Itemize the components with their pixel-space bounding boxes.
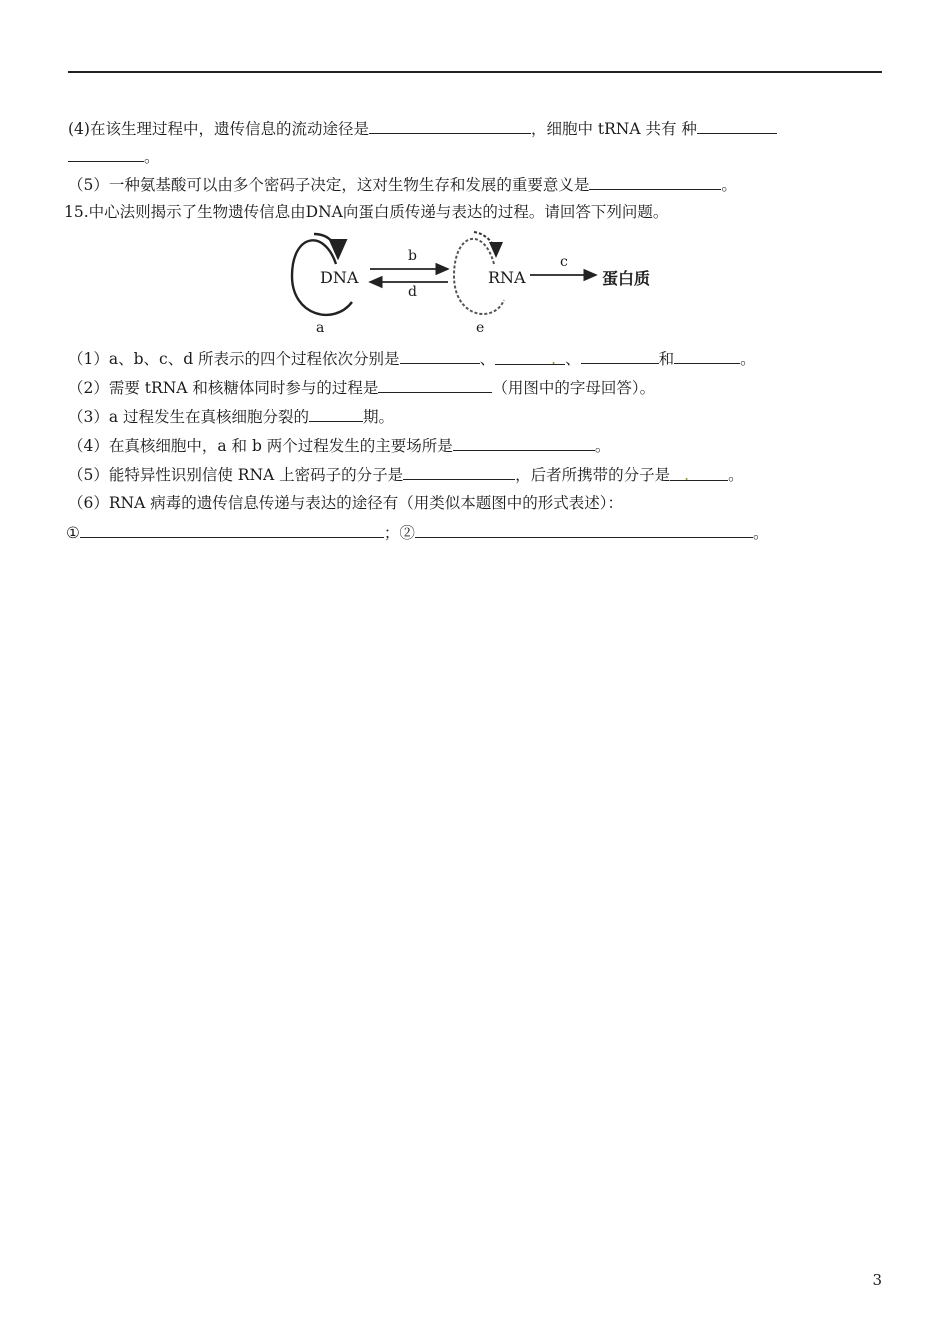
label-e: e xyxy=(476,320,485,336)
q15-part1-blank2[interactable]: . xyxy=(495,349,565,365)
q15-part5-blank2[interactable]: . xyxy=(670,465,728,481)
q14-part4-middle: ，细胞中 tRNA 共有 种 xyxy=(530,120,697,138)
q15-part1-sep1: 、 xyxy=(479,350,496,368)
q15-part1-line xyxy=(68,348,756,369)
q15-part5-line xyxy=(68,464,744,485)
node-protein: 蛋白质 xyxy=(602,269,651,288)
page-number: 3 xyxy=(872,1271,882,1289)
q14-part4-prefix: (4)在该生理过程中，遗传信息的流动途径是 xyxy=(68,120,369,138)
q14-part4-blank1[interactable] xyxy=(369,118,531,134)
q15-part2-end: （用图中的字母回答）。 xyxy=(492,379,656,397)
q15-part4-end: 。 xyxy=(594,437,611,455)
q15-part2-blank[interactable] xyxy=(378,377,492,393)
q15-part5-end: 。 xyxy=(728,466,744,484)
q15-part3-end: 期。 xyxy=(363,408,395,426)
q15-part1-prefix: （1）a、b、c、d 所表示的四个过程依次分别是 xyxy=(68,350,400,368)
label-b: b xyxy=(408,248,417,264)
q15-part3-prefix: （3）a 过程发生在真核细胞分裂的 xyxy=(68,408,310,426)
q15-part1-sep3: 和 xyxy=(658,350,675,368)
header-rule xyxy=(68,71,882,73)
q15-part5-prefix: （5）能特异性识别信使 RNA 上密码子的分子是 xyxy=(68,466,404,484)
q15-part2-prefix: （2）需要 tRNA 和核糖体同时参与的过程是 xyxy=(68,379,379,397)
q15-part2-line xyxy=(68,377,655,398)
q15-part1-blank1[interactable] xyxy=(400,348,480,364)
label-a: a xyxy=(316,320,325,336)
q14-part5-line xyxy=(68,174,737,195)
answer-end: 。 xyxy=(752,524,769,542)
q15-part6-line: （6）RNA 病毒的遗传信息传递与表达的途径有（用类似本题图中的形式表述）： xyxy=(68,494,623,512)
q15-part1-sep2: 、 xyxy=(565,350,581,368)
answer-sep: ； xyxy=(383,524,400,542)
q15-part6-blank1[interactable] xyxy=(80,522,384,538)
q14-part5-prefix: （5）一种氨基酸可以由多个密码子决定，这对生物生存和发展的重要意义是 xyxy=(68,176,590,194)
q15-part5-blank1[interactable] xyxy=(403,464,515,480)
q15-part4-blank[interactable] xyxy=(453,435,595,451)
node-dna: DNA xyxy=(320,268,359,287)
q15-part4-prefix: （4）在真核细胞中，a 和 b 两个过程发生的主要场所是 xyxy=(68,437,453,455)
answer-mark-2: ② xyxy=(399,524,415,542)
q14-part5-end: 。 xyxy=(721,176,737,194)
q15-part1-blank4[interactable] xyxy=(674,348,740,364)
node-rna: RNA xyxy=(488,268,526,287)
q14-part4-end: 。 xyxy=(144,148,160,166)
q15-part6-answers xyxy=(66,522,768,543)
label-c: c xyxy=(560,254,568,270)
q14-part4-line1 xyxy=(68,118,777,139)
q15-part6-blank2[interactable] xyxy=(415,522,753,538)
q15-part3-line xyxy=(68,406,394,427)
answer-mark-1: ① xyxy=(66,524,80,542)
q15-part5-middle: ，后者所携带的分子是 xyxy=(515,466,671,484)
q15-part1-blank3[interactable] xyxy=(581,348,659,364)
central-dogma-diagram xyxy=(284,226,664,341)
q14-part4-line2 xyxy=(68,146,160,167)
q14-part5-blank[interactable] xyxy=(589,174,721,190)
q15-part4-line xyxy=(68,435,610,456)
q15-part3-blank[interactable] xyxy=(309,406,363,422)
q15-part1-end: 。 xyxy=(740,350,756,368)
q14-part4-blank2[interactable] xyxy=(697,118,777,134)
q14-part4-blank2-cont[interactable] xyxy=(68,146,144,162)
label-d: d xyxy=(408,284,417,300)
q15-stem: 15.中心法则揭示了生物遗传信息由DNA向蛋白质传递与表达的过程。请回答下列问题。 xyxy=(64,203,669,221)
